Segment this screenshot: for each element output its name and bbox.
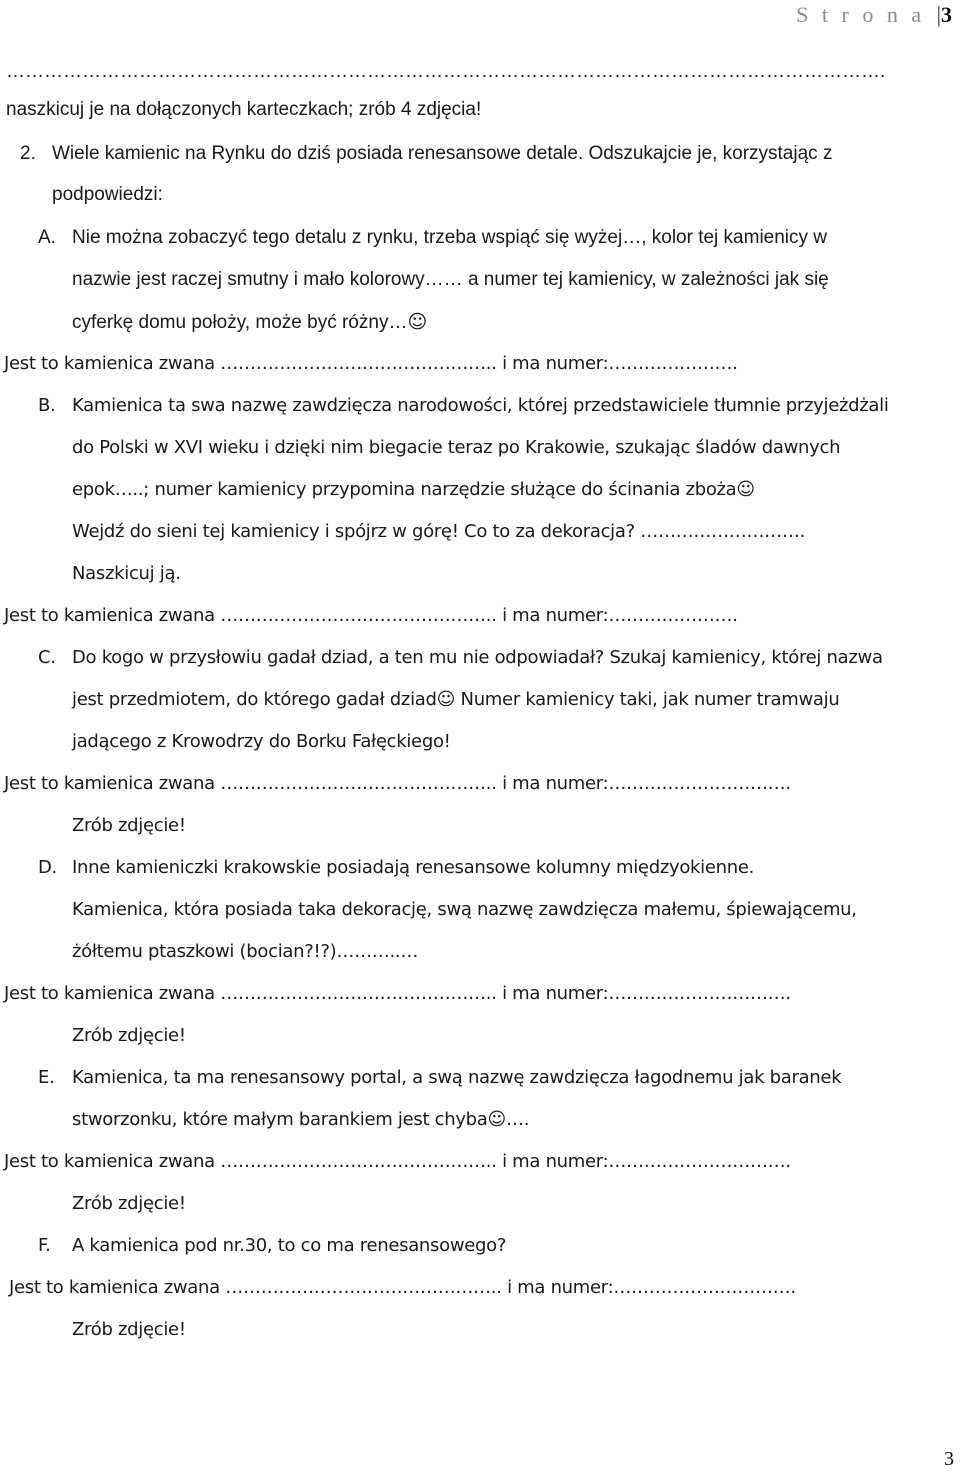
- smiley-icon: ☺: [407, 311, 428, 333]
- header-separator: |: [936, 2, 941, 27]
- question-2-line-2: podpowiedzi:: [52, 184, 163, 205]
- page-footer-number: 3: [944, 1448, 954, 1470]
- item-marker-e: E.: [38, 1067, 55, 1088]
- item-d-line-1: Inne kamieniczki krakowskie posiadają renesansowe kolumny międzyokienne.: [72, 857, 755, 878]
- item-d-line-2: Kamienica, która posiada taka dekorację, swą nazwę zawdzięcza małemu, śpiewającemu,: [72, 899, 857, 920]
- header-page-number: 3: [941, 2, 952, 27]
- sketch-instruction: naszkicuj je na dołączonych karteczkach; zrób 4 zdjęcia!: [6, 99, 482, 120]
- item-e-line-2-text: stworzonku, które małym barankiem jest chyba: [72, 1109, 488, 1130]
- dotted-line: ………………………………………………………………………………………………………………………….: [6, 61, 886, 82]
- item-c-line-2-tail: Numer kamienicy taki, jak numer tramwaju: [455, 689, 840, 710]
- question-2-line-1: Wiele kamienic na Rynku do dziś posiada renesansowe detale. Odszukajcie je, korzystając z: [52, 143, 833, 164]
- item-c-line-2-text: jest przedmiotem, do którego gadał dziad: [72, 689, 437, 710]
- item-b-line-4: Wejdź do sieni tej kamienicy i spójrz w górę! Co to za dekoracja? ……………………….: [72, 521, 805, 542]
- header-label: S t r o n a: [796, 2, 926, 27]
- item-marker-b: B.: [38, 395, 56, 416]
- answer-line-e: Jest to kamienica zwana ……………………………………….. i ma numer:………………………….: [4, 1151, 791, 1172]
- smiley-icon: ☺: [436, 689, 456, 710]
- item-e-line-2-tail: ….: [506, 1109, 530, 1130]
- item-c-line-1: Do kogo w przysłowiu gadał dziad, a ten mu nie odpowiadał? Szukaj kamienicy, której nazwa: [72, 647, 883, 668]
- item-d-line-3: żółtemu ptaszkowi (bocian?!?)………..…: [72, 941, 419, 962]
- item-a-line-3: [72, 310, 427, 335]
- item-a-line-3-text: cyferkę domu położy, może być różny…: [72, 312, 408, 333]
- item-e-line-2: [72, 1108, 529, 1132]
- page-header: [796, 2, 952, 28]
- photo-instruction: Zrób zdjęcie!: [72, 1319, 186, 1340]
- answer-line-d: Jest to kamienica zwana ……………………………………….. i ma numer:………………………….: [4, 983, 791, 1004]
- photo-instruction: Zrób zdjęcie!: [72, 815, 186, 836]
- answer-line-f: Jest to kamienica zwana ……………………………………….. i ma numer:………………………….: [9, 1277, 796, 1298]
- smiley-icon: ☺: [736, 479, 755, 500]
- question-number: 2.: [20, 143, 36, 164]
- photo-instruction: Zrób zdjęcie!: [72, 1193, 186, 1214]
- item-b-line-2: do Polski w XVI wieku i dzięki nim biegacie teraz po Krakowie, szukając śladów dawnych: [72, 437, 841, 458]
- item-c-line-3: jadącego z Krowodrzy do Borku Fałęckiego!: [72, 731, 451, 752]
- photo-instruction: Zrób zdjęcie!: [72, 1025, 186, 1046]
- item-b-line-3-text: epok…..; numer kamienicy przypomina narzędzie służące do ścinania zboża: [72, 479, 737, 500]
- item-a-line-2: nazwie jest raczej smutny i mało kolorowy…… a numer tej kamienicy, w zależności jak się: [72, 269, 829, 290]
- item-e-line-1: Kamienica, ta ma renesansowy portal, a swą nazwę zawdzięcza łagodnemu jak baranek: [72, 1067, 842, 1088]
- item-b-line-3: [72, 478, 755, 502]
- smiley-icon: ☺: [487, 1109, 507, 1130]
- answer-line-a: Jest to kamienica zwana ……………………………………….. i ma numer:………………….: [4, 353, 738, 374]
- item-f-line-1: A kamienica pod nr.30, to co ma renesansowego?: [72, 1235, 507, 1256]
- item-marker-a: A.: [38, 227, 56, 248]
- item-marker-d: D.: [38, 857, 57, 878]
- item-marker-f: F.: [38, 1235, 51, 1256]
- item-a-line-1: Nie można zobaczyć tego detalu z rynku, trzeba wspiąć się wyżej…, kolor tej kamienicy w: [72, 227, 828, 248]
- answer-line-b: Jest to kamienica zwana ……………………………………….. i ma numer:………………….: [4, 605, 738, 626]
- answer-line-c: Jest to kamienica zwana ……………………………………….. i ma numer:………………………….: [4, 773, 791, 794]
- item-c-line-2: [72, 688, 839, 712]
- item-b-line-5: Naszkicuj ją.: [72, 563, 181, 584]
- item-marker-c: C.: [38, 647, 56, 668]
- item-b-line-1: Kamienica ta swa nazwę zawdzięcza narodowości, której przedstawiciele tłumnie przyjeżdżali: [72, 395, 889, 416]
